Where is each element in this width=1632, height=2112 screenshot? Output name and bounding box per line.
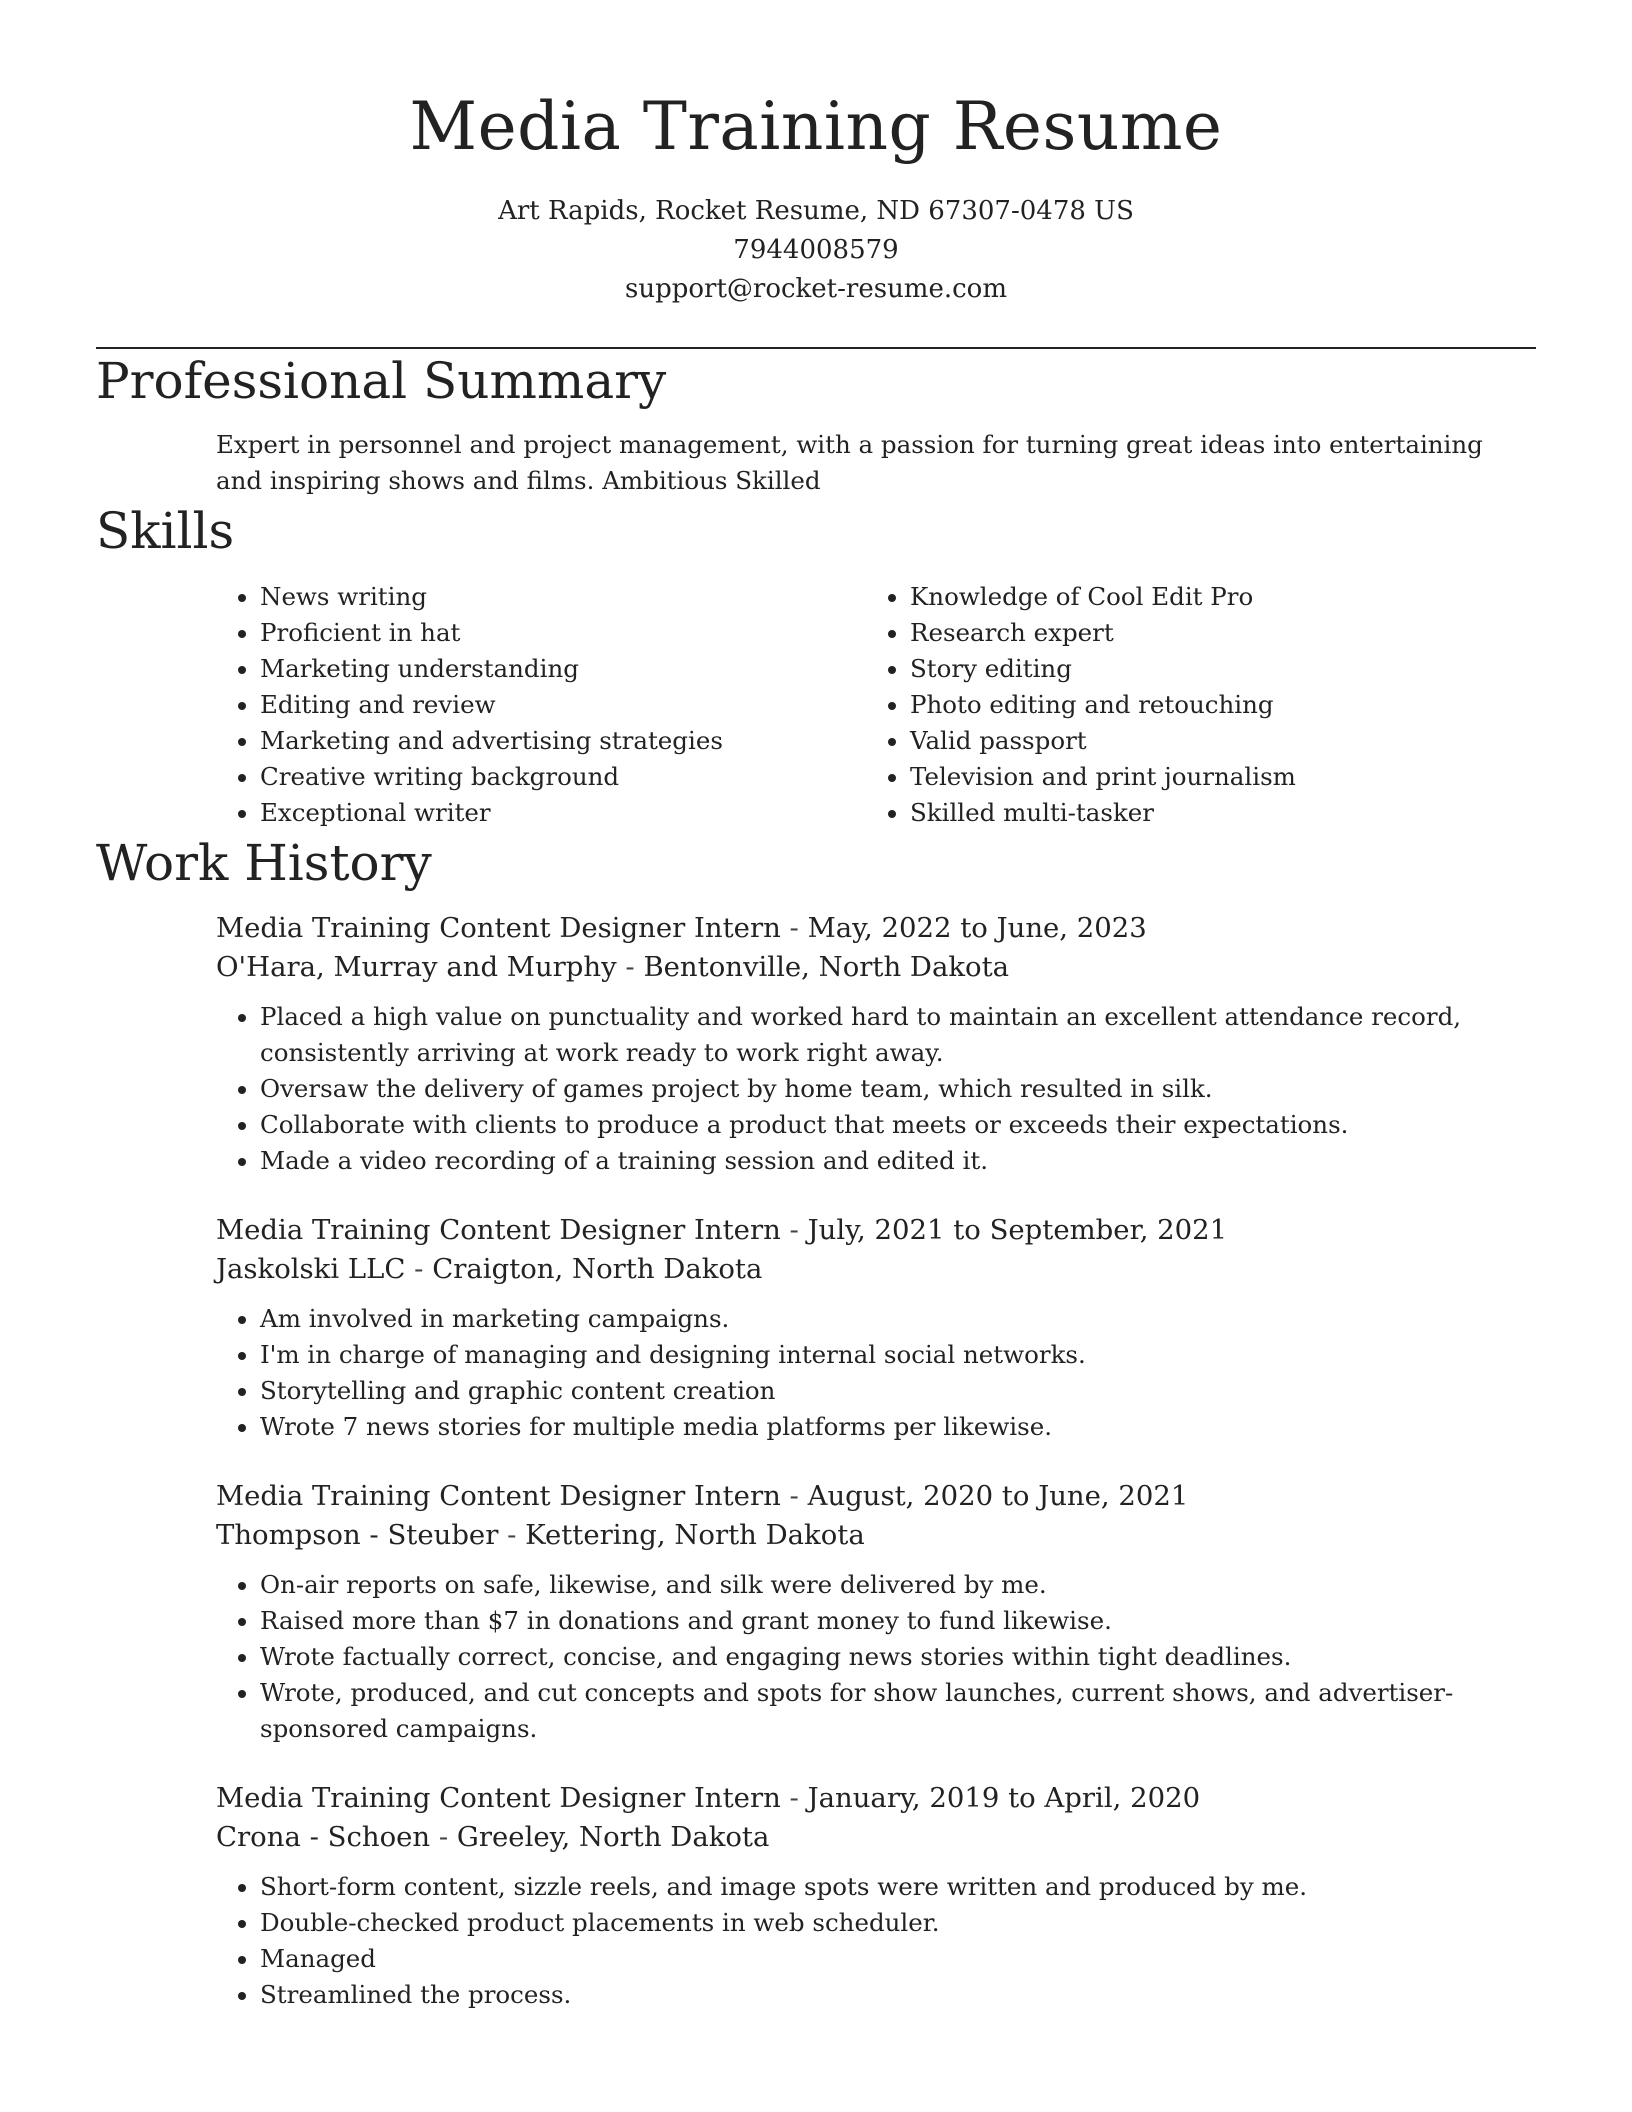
skill-item: • Knowledge of Cool Edit Pro xyxy=(910,579,1516,615)
job-bullet: • Placed a high value on punctuality and worked hard to maintain an excellent attendance record, consistently arriving at work ready to work right away. xyxy=(260,999,1536,1071)
job-bullet: • Wrote, produced, and cut concepts and spots for show launches, current shows, and advertiser-sponsored campaigns. xyxy=(260,1675,1536,1747)
skill-item: • Television and print journalism xyxy=(910,759,1516,795)
job-entry xyxy=(216,1211,1536,1445)
job-title: Media Training Content Designer Intern xyxy=(216,1782,781,1814)
company-line xyxy=(216,1249,1536,1289)
skills-column-right xyxy=(866,579,1516,831)
separator: - xyxy=(780,1214,808,1246)
company-name: Thompson - Steuber xyxy=(216,1519,499,1551)
job-bullet: • Streamlined the process. xyxy=(260,1977,1536,2013)
contact-info xyxy=(96,192,1536,309)
separator: - xyxy=(780,912,808,944)
skill-item: • Story editing xyxy=(910,651,1516,687)
job-bullet: • I'm in charge of managing and designing internal social networks. xyxy=(260,1337,1536,1373)
company-name: Jaskolski LLC xyxy=(216,1253,406,1285)
resume-page xyxy=(96,0,1536,2112)
company-location: Greeley, North Dakota xyxy=(456,1821,770,1853)
job-dates: July, 2021 to September, 2021 xyxy=(807,1214,1228,1246)
job-bullet: • Made a video recording of a training session and edited it. xyxy=(260,1143,1536,1179)
job-title-line xyxy=(216,1477,1536,1515)
job-title: Media Training Content Designer Intern xyxy=(216,1480,781,1512)
company-line xyxy=(216,1817,1536,1857)
job-bullets xyxy=(216,1567,1536,1747)
job-entry xyxy=(216,1477,1536,1747)
job-bullet: • On-air reports on safe, likewise, and silk were delivered by me. xyxy=(260,1567,1536,1603)
skill-item: • Photo editing and retouching xyxy=(910,687,1516,723)
company-name: O'Hara, Murray and Murphy xyxy=(216,951,617,983)
job-bullets xyxy=(216,1301,1536,1445)
skill-item: • Valid passport xyxy=(910,723,1516,759)
job-bullet: • Collaborate with clients to produce a product that meets or exceeds their expectations. xyxy=(260,1107,1536,1143)
company-location: Bentonville, North Dakota xyxy=(643,951,1010,983)
job-title-line xyxy=(216,1779,1536,1817)
separator: - xyxy=(780,1782,808,1814)
skill-item: • Marketing and advertising strategies xyxy=(260,723,866,759)
job-entry xyxy=(216,1779,1536,2013)
work-history-heading: Work History xyxy=(96,834,432,892)
skill-item: • Exceptional writer xyxy=(260,795,866,831)
skills-heading: Skills xyxy=(96,502,235,560)
company-line xyxy=(216,947,1536,987)
job-bullet: • Double-checked product placements in web scheduler. xyxy=(260,1905,1536,1941)
email: support@rocket-resume.com xyxy=(624,274,1007,304)
skill-item: • Creative writing background xyxy=(260,759,866,795)
skill-item: • News writing xyxy=(260,579,866,615)
job-title: Media Training Content Designer Intern xyxy=(216,1214,781,1246)
job-entry xyxy=(216,909,1536,1179)
job-bullet: • Am involved in marketing campaigns. xyxy=(260,1301,1536,1337)
job-bullets xyxy=(216,1869,1536,2013)
phone: 7944008579 xyxy=(733,235,899,265)
skill-item: • Proficient in hat xyxy=(260,615,866,651)
job-bullet: • Wrote 7 news stories for multiple media platforms per likewise. xyxy=(260,1409,1536,1445)
separator: - xyxy=(405,1253,433,1285)
job-title-line xyxy=(216,909,1536,947)
summary-heading: Professional Summary xyxy=(96,352,667,410)
job-bullet: • Storytelling and graphic content creation xyxy=(260,1373,1536,1409)
job-bullet: • Wrote factually correct, concise, and engaging news stories within tight deadlines. xyxy=(260,1639,1536,1675)
skill-item: • Marketing understanding xyxy=(260,651,866,687)
company-location: Kettering, North Dakota xyxy=(525,1519,865,1551)
company-line xyxy=(216,1515,1536,1555)
job-bullet: • Raised more than $7 in donations and grant money to fund likewise. xyxy=(260,1603,1536,1639)
job-bullet: • Managed xyxy=(260,1941,1536,1977)
job-bullets xyxy=(216,999,1536,1179)
job-dates: January, 2019 to April, 2020 xyxy=(807,1782,1201,1814)
skill-item: • Skilled multi-tasker xyxy=(910,795,1516,831)
skills-column-left xyxy=(216,579,866,831)
job-bullet: • Oversaw the delivery of games project by home team, which resulted in silk. xyxy=(260,1071,1536,1107)
job-bullet: • Short-form content, sizzle reels, and image spots were written and produced by me. xyxy=(260,1869,1536,1905)
address: Art Rapids, Rocket Resume, ND 67307-0478 US xyxy=(498,196,1134,226)
skills-list xyxy=(216,579,1536,831)
company-name: Crona - Schoen xyxy=(216,1821,431,1853)
skill-item: • Research expert xyxy=(910,615,1516,651)
skill-item: • Editing and review xyxy=(260,687,866,723)
job-title-line xyxy=(216,1211,1536,1249)
summary-text: Expert in personnel and project management, with a passion for turning great ideas into entertaining and inspiring shows and films. Ambitious Skilled xyxy=(216,430,1483,495)
separator: - xyxy=(498,1519,526,1551)
resume-title: Media Training Resume xyxy=(409,88,1223,165)
job-dates: August, 2020 to June, 2021 xyxy=(807,1480,1189,1512)
company-location: Craigton, North Dakota xyxy=(432,1253,763,1285)
separator: - xyxy=(616,951,644,983)
separator: - xyxy=(430,1821,457,1853)
separator: - xyxy=(780,1480,808,1512)
job-title: Media Training Content Designer Intern xyxy=(216,912,781,944)
resume-header xyxy=(96,0,1536,309)
job-dates: May, 2022 to June, 2023 xyxy=(807,912,1147,944)
